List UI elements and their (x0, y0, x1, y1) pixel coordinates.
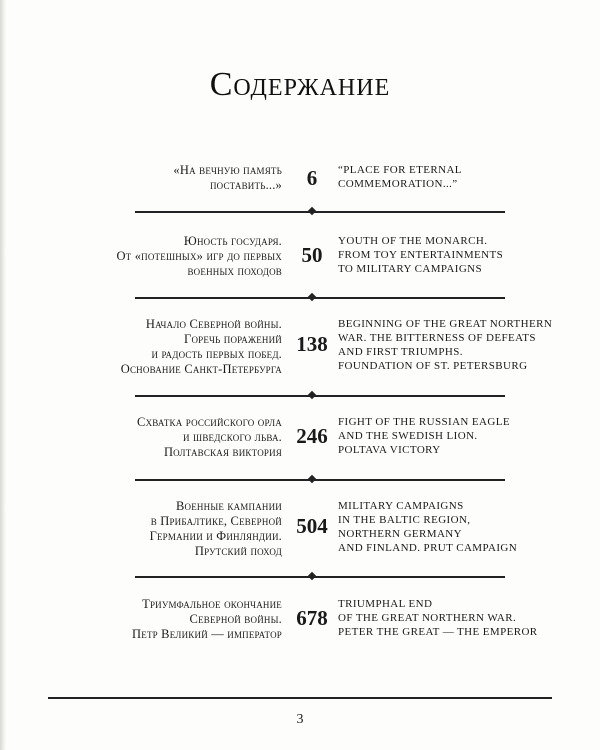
divider-ornament (308, 391, 316, 399)
section-divider (135, 395, 505, 397)
divider-ornament (308, 572, 316, 580)
toc-entry-ru-title: Юность государя. От «потешных» игр до первых военных походов (116, 234, 282, 278)
toc-entry-en-title: YOUTH OF THE MONARCH. FROM TOY ENTERTAINMENTS TO MILITARY CAMPAIGNS (338, 235, 504, 275)
divider-ornament (308, 207, 316, 215)
section-divider (135, 576, 505, 578)
page-edge-shadow (0, 0, 6, 750)
toc-entry-ru-title: «На вечную память поставить...» (173, 163, 282, 192)
toc-entry-page-number: 50 (301, 243, 323, 267)
page-title: Содержание (209, 66, 391, 103)
footer-rule (48, 697, 552, 699)
page-number: 3 (296, 712, 304, 727)
toc-entry-ru-title: Военные кампании в Прибалтике, Северной Германии и Финляндии. Прутский поход (149, 499, 282, 558)
toc-entry-en-title: TRIUMPHAL END OF THE GREAT NORTHERN WAR. PETER THE GREAT — THE EMPEROR (338, 598, 538, 638)
section-divider (135, 479, 505, 481)
toc-entry-ru-title: Триумфальное окончание Северной войны. Петр Великий — император (132, 597, 282, 641)
toc-entry-ru-title: Схватка российского орла и шведского льва. Полтавская виктория (137, 415, 282, 459)
toc-entry-page-number: 6 (306, 166, 318, 190)
section-divider (135, 297, 505, 299)
toc-entry-en-title: “PLACE FOR ETERNAL COMMEMORATION...” (338, 164, 462, 190)
section-divider (135, 211, 505, 213)
toc-entry-en-title: FIGHT OF THE RUSSIAN EAGLE AND THE SWEDISH LION. POLTAVA VICTORY (338, 416, 510, 456)
toc-entry-ru-title: Начало Северной войны. Горечь поражений и радость первых побед. Основание Санкт-Петербурга (120, 317, 282, 376)
divider-ornament (308, 475, 316, 483)
toc-entry-en-title: BEGINNING OF THE GREAT NORTHERN WAR. THE BITTERNESS OF DEFEATS AND FIRST TRIUMPHS. FOUNDATION OF ST. PETERSBURG (338, 318, 553, 372)
toc-entry-page-number: 138 (296, 332, 328, 356)
divider-ornament (308, 293, 316, 301)
toc-entry-en-title: MILITARY CAMPAIGNS IN THE BALTIC REGION, NORTHERN GERMANY AND FINLAND. PRUT CAMPAIGN (338, 500, 518, 554)
toc-entry-page-number: 678 (296, 606, 328, 630)
toc-entry-page-number: 504 (296, 514, 328, 538)
toc-entry-page-number: 246 (296, 424, 328, 448)
